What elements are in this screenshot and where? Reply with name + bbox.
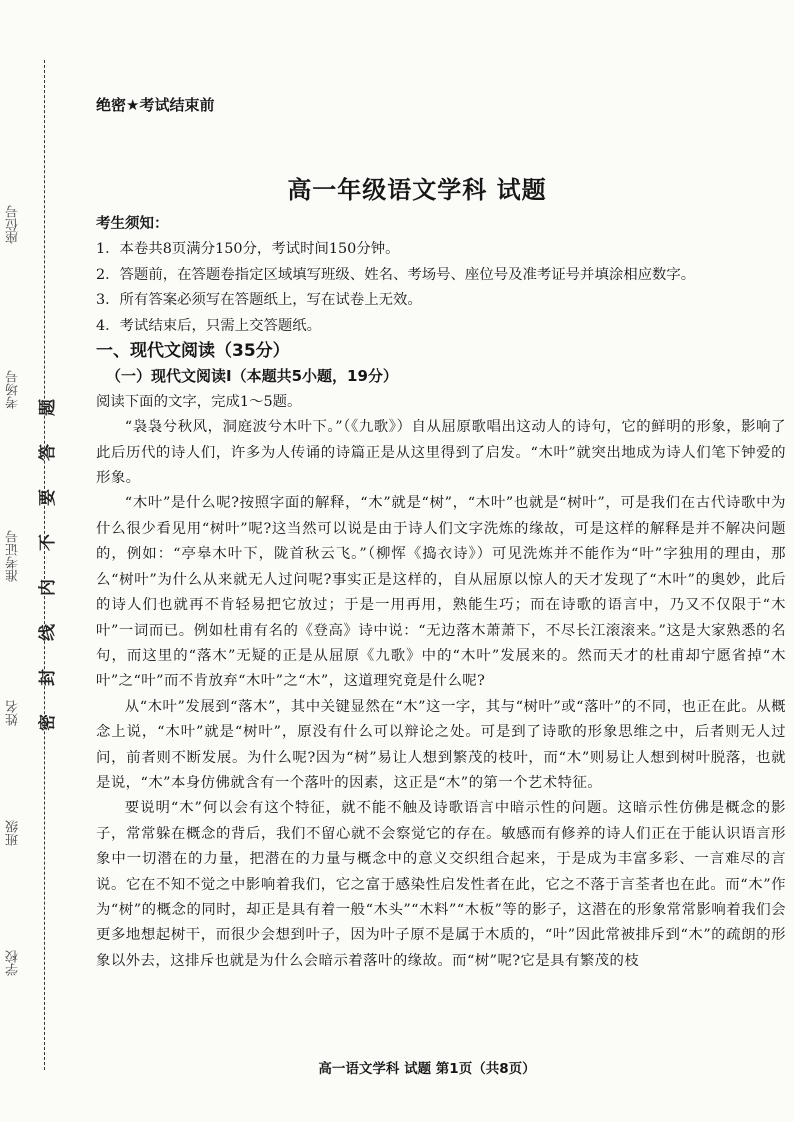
subsection-heading: （一）现代文阅读Ⅰ（本题共5小题，19分）: [106, 367, 398, 386]
passage-paragraph: “木叶”是什么呢?按照字面的解释，“木”就是“树”，“木叶”也就是“树叶”，可是我们在古代诗歌中为什么很少看见用“树叶”呢?这当然可以说是由于诗人们文字洗炼的缘故，可是这样的解释是并不解决问题的，例如：“亭皋木叶下，陇首秋云飞。”（柳恽《捣衣诗》）可见洗炼并不能作为“叶”字独用的理由，那么“树叶”为什么从来就无人过问呢?事实正是这样的，自从屈原以惊人的天才发现了“木叶”的奥妙，此后的诗人们也就再不肯轻易把它放过；于是一用再用，熟能生巧；而在诗歌的语言中，乃又不仅限于“木叶”一词而已。例如杜甫有名的《登高》诗中说：“无边落木萧萧下，不尽长江滚滚来。”这是大家熟悉的名句，而这里的“落木”无疑的正是从屈原《九歌》中的“木叶”发展来的。然而天才的杜甫却宁愿省掉“木叶”之“叶”而不肯放弃“木叶”之“木”，这道理究竟是什么呢?: [96, 495, 786, 690]
student-info-fields: [4, 0, 32, 1122]
room-number-field-label: 考场号: [6, 370, 21, 409]
notice-item: 1．本卷共8页满分150分，考试时间150分钟。: [96, 241, 400, 258]
seal-word: 内: [37, 579, 58, 596]
page-footer: 高一语文学科 试题 第1页（共8页）: [318, 1061, 536, 1077]
class-field-label: 班级: [6, 820, 21, 846]
seal-word: 题: [37, 399, 58, 416]
seal-word: 要: [37, 489, 58, 506]
reading-instruction: 阅读下面的文字，完成1～5题。: [96, 393, 302, 410]
notice-item: 4．考试结束后，只需上交答题纸。: [96, 317, 322, 334]
page-title: 高一年级语文学科 试题: [287, 176, 547, 204]
seal-word: 答: [37, 444, 58, 461]
notice-heading: 考生须知：: [96, 216, 169, 232]
seal-word: 线: [37, 624, 58, 641]
seal-line-warning: [30, 395, 60, 735]
binding-margin: [0, 0, 62, 1122]
name-field-label: 姓名: [6, 700, 21, 726]
exam-content: [96, 212, 786, 974]
seat-number-field-label: 座位号: [6, 205, 21, 244]
seal-word: 不: [37, 534, 58, 551]
seal-word: 密: [37, 714, 58, 731]
notice-item: 2．答题前，在答题卷指定区域填写班级、姓名、考场号、座位号及准考证号并填涂相应数字。: [96, 266, 696, 283]
passage-paragraph: 要说明“木”何以会有这个特征，就不能不触及诗歌语言中暗示性的问题。这暗示性仿佛是概念的影子，常常躲在概念的背后，我们不留心就不会察觉它的存在。敏感而有修养的诗人们正在于能认识语言形象中一切潜在的力量，把潜在的力量与概念中的意义交织组合起来，于是成为丰富多彩、一言难尽的言说。它在不知不觉之中影响着我们，它之富于感染性启发性者在此，它之不落于言荃者也在此。而“木”作为“树”的概念的同时，却正是具有着一般“木头”“木料”“木板”等的影子，这潜在的形象常常影响着我们会更多地想起树干，而很少会想到叶子，因为叶子原不是属于木质的，“叶”因此常被排斥到“木”的疏朗的形象以外去，这排斥也就是为什么会暗示着落叶的缘故。而“树”呢?它是具有繁茂的枝: [96, 800, 786, 969]
exam-number-field-label: 准考证号: [6, 530, 21, 582]
school-field-label: 学校: [6, 950, 21, 976]
section-heading: 一、现代文阅读（35分）: [96, 341, 290, 362]
passage-paragraph: 从“木叶”发展到“落木”，其中关键显然在“木”这一字，其与“树叶”或“落叶”的不同，也正在此。从概念上说，“木叶”就是“树叶”，原没有什么可以辩论之处。可是到了诗歌的形象思维之中，后者则无人过问，前者则不断发展。为什么呢?因为“树”易让人想到繁茂的枝叶，而“木”则易让人想到树叶脱落，也就是说，“木”本身仿佛就含有一个落叶的因素，这正是“木”的第一个艺术特征。: [96, 698, 786, 791]
notice-item: 3．所有答案必须写在答题纸上，写在试卷上无效。: [96, 292, 422, 309]
confidential-mark: 绝密★考试结束前: [96, 96, 215, 114]
seal-word: 封: [37, 669, 58, 686]
passage-paragraph: “袅袅兮秋风，洞庭波兮木叶下。”（《九歌》）自从屈原歌唱出这动人的诗句，它的鲜明的形象，影响了此后历代的诗人们，许多为人传诵的诗篇正是从这里得到了启发。“木叶”就突出地成为诗人们笔下钟爱的形象。: [96, 419, 786, 487]
